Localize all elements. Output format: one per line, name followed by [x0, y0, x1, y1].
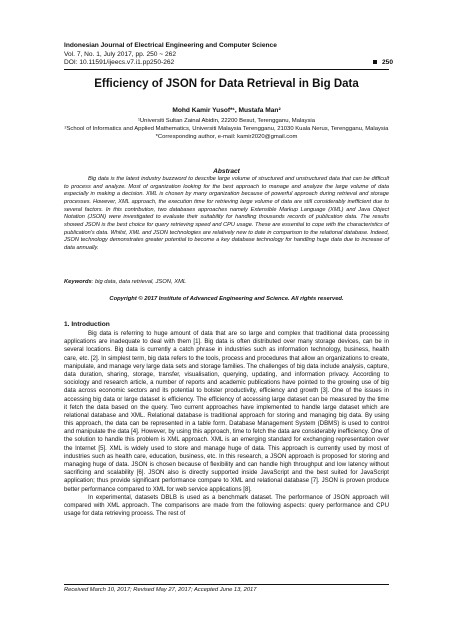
footer-rule	[64, 584, 389, 585]
paragraph-2: In experimental, datasets DBLB is used as a benchmark dataset. The performance of JSON approach will compared with XML approach. The comparisons are made from the following aspects: query performance and CPU usage for data retrieving process. The rest of	[64, 493, 389, 518]
keywords	[64, 279, 389, 285]
journal-volume: Vol. 7, No. 1, July 2017, pp. 250 ~ 262	[64, 50, 176, 58]
affiliation-2: ²School of Informatics and Applied Mathematics, Universiti Malaysia Terengganu, 21030 Kuala Nerus, Terengganu, Malaysia	[64, 126, 389, 132]
copyright-notice: Copyright © 2017 Institute of Advanced Engineering and Science. All rights reserved.	[109, 296, 344, 302]
received-dates: Received March 10, 2017; Revised May 27, 2017; Accepted June 13, 2017	[64, 587, 257, 593]
abstract-heading: Abstract	[213, 168, 240, 175]
section-body	[64, 330, 389, 518]
paper-authors: Mohd Kamir Yusof*¹, Mustafa Man²	[172, 107, 281, 114]
abstract-body	[64, 176, 389, 253]
journal-doi: DOI: 10.11591/ijeecs.v7.i1.pp250-262	[64, 59, 175, 67]
header-rule	[64, 69, 389, 70]
paper-title: Efficiency of JSON for Data Retrieval in Big Data	[94, 78, 359, 90]
square-icon	[373, 60, 377, 64]
corresponding-author: *Corresponding author, e-mail: kamir2020@gmail.com	[155, 134, 298, 140]
affiliation-1: ¹Universiti Sultan Zainal Abidin, 22200 Besut, Terengganu, Malaysia	[137, 118, 316, 124]
page-number	[373, 59, 393, 66]
journal-header	[64, 42, 394, 68]
section-heading: 1. Introduction	[64, 321, 110, 328]
keywords-label: Keywords	[64, 279, 92, 285]
journal-name: Indonesian Journal of Electrical Engineering and Computer Science	[64, 42, 277, 49]
affiliations	[64, 117, 389, 141]
abstract-text: Big data is the latest industry buzzword to describe large volume of structured and unstructured data that can be difficult to process and analyze. Most of organization looking for the best approach to manage and analyze the large volume of data especially in making a decision. XML is chosen by many organization because of powerful approach during retrieval and storage processes. However, XML approach, the execution time for retrieving large volume of data are still considerably inefficient due to several factors. In this contribution, two databases approaches namely Extensible Markup Language (XML) and Java Object Notation (JSON) were investigated to evaluate their suitability for handling thousands records of publication data. The results showed JSON is the best choice for query retrieving speed and CPU usage. These are essential to cope with the characteristics of publication's data. Whilst, XML and JSON technologies are relatively new to date in comparison to the relational database. Indeed, JSON technology demonstrates greater potential to become a key database technology for handling huge data due to increase of data annually.	[64, 176, 389, 251]
paragraph-1: Big data is referring to huge amount of data that are so large and complex that traditional data processing applications are inadequate to deal with them [1]. Big data is often distributed over many storage devices, can be in several locations. Big data is currently a catch phrase in industries such as information technology, business, health care, etc. [2]. In simplest term, big data refers to the tools, process and procedures that allow an organizations to create, manipulate, and manage very large data sets and storage families. The challenges of big data include analysis, capture, data duration, sharing, storage, transfer, visualisation, querying, updating, and information privacy. According to sociology and research article, a number of reports and academic publications have pointed to the growing use of big data across economic sectors and its potential to bolster productivity, efficiency and growth [3]. One of the issues in accessing big data or large dataset is efficiency. The efficiency of accessing large dataset can be measured by the time it fetch the data based on the query. Two current approaches have implemented to handle large dataset which are relational database and XML. Relational database is traditional approach for storing and managing big data. By using this approach, the data can be represented in a table form. Database Management System (DBMS) is used to control and manipulate the data [4]. However, by using this approach, time to fetch the data are considerably inefficiency. One of the solution to handle this problem is XML approach. XML is an emerging standard for exchanging representation over the Internet [5]. XML is widely used to store and manage huge of data. This approach is currently used by most of industries such as health care, education, business, etc. In this research, a JSON approach is proposed for storing and managing huge of data. JSON is chosen because of flexibility and can handle high throughput and low latency without sacrificing and scalability [6]. JSON also is directly supported inside JavaScript and the best suited for JavaScript application; thus provide significant performance compare to XML and relational database [7]. JSON is proven produce better performance compared to XML for web service applications [8].	[64, 330, 389, 493]
page-number-text: 250	[381, 59, 393, 66]
keywords-text: : big data, data retrieval, JSON, XML	[91, 279, 187, 285]
